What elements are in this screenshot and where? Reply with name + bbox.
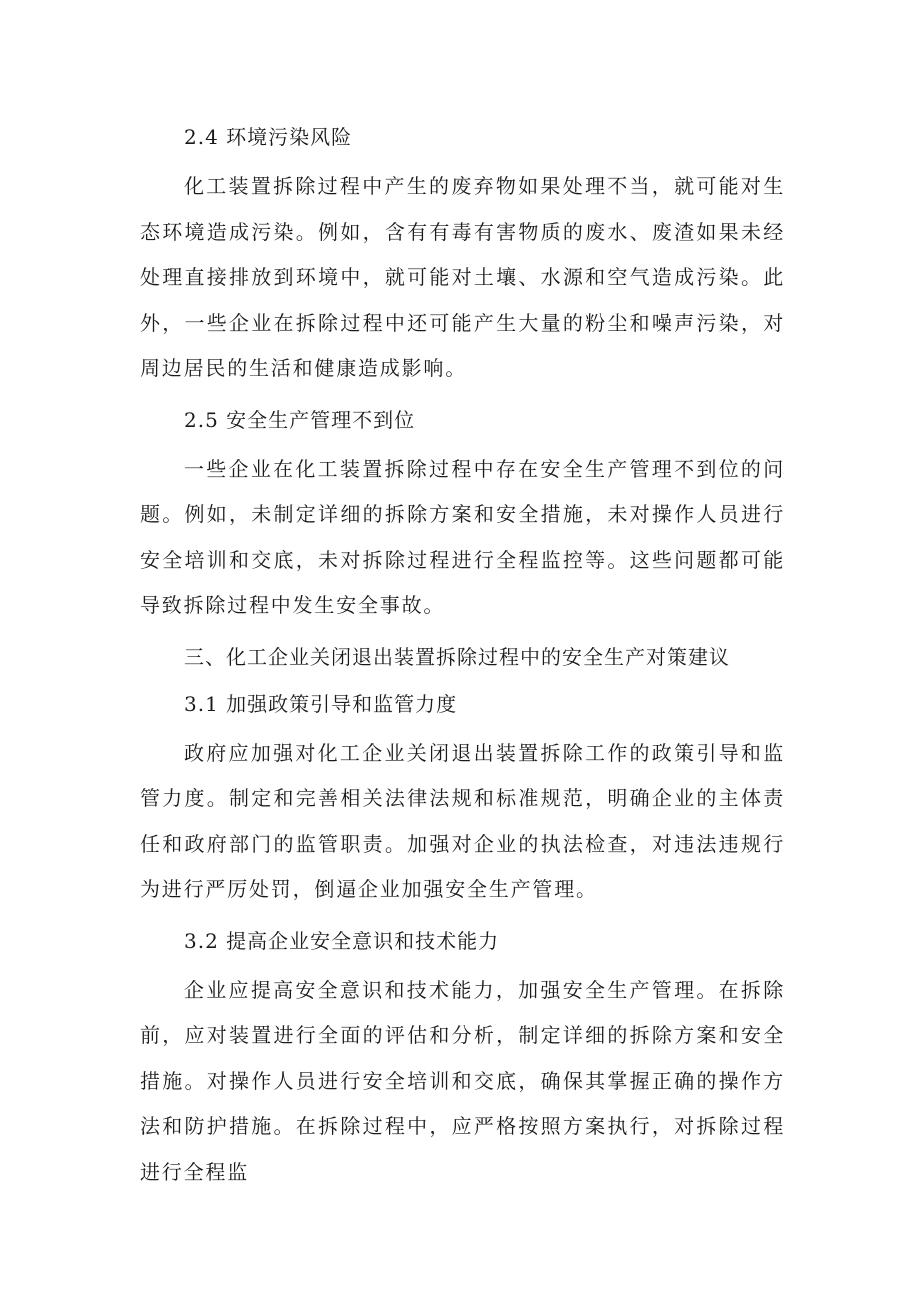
- section-heading-2-5: 2.5 安全生产管理不到位: [184, 407, 416, 432]
- paragraph-safety-awareness: 企业应提高安全意识和技术能力，加强安全生产管理。在拆除前，应对装置进行全面的评估和分析，制定详细的拆除方案和安全措施。对操作人员进行安全培训和交底，确保其掌握正确的操作方法和防护措施。在拆除过程中，应严格按照方案执行，对拆除过程进行全程监: [140, 977, 785, 1184]
- section-heading-3-1: 3.1 加强政策引导和监管力度: [184, 691, 458, 716]
- paragraph-policy-guidance: 政府应加强对化工企业关闭退出装置拆除工作的政策引导和监管力度。制定和完善相关法律法规和标准规范，明确企业的主体责任和政府部门的监管职责。加强对企业的执法检查，对违法违规行为进行严厉处罚，倒逼企业加强安全生产管理。: [140, 740, 785, 901]
- paragraph-environmental-pollution: 化工装置拆除过程中产生的废弃物如果处理不当，就可能对生态环境造成污染。例如，含有有毒有害物质的废水、废渣如果未经处理直接排放到环境中，就可能对土壤、水源和空气造成污染。此外，一些企业在拆除过程中还可能产生大量的粉尘和噪声污染，对周边居民的生活和健康造成影响。: [140, 174, 785, 380]
- section-heading-2-4: 2.4 环境污染风险: [184, 125, 353, 149]
- document-body: [140, 115, 785, 1195]
- chapter-heading-3: 三、化工企业关闭退出装置拆除过程中的安全生产对策建议: [184, 644, 730, 669]
- paragraph-safety-management: 一些企业在化工装置拆除过程中存在安全生产管理不到位的问题。例如，未制定详细的拆除方案和安全措施，未对操作人员进行安全培训和交底，未对拆除过程进行全程监控等。这些问题都可能导致拆除过程中发生安全事故。: [140, 456, 785, 617]
- section-heading-3-2: 3.2 提高企业安全意识和技术能力: [184, 928, 500, 953]
